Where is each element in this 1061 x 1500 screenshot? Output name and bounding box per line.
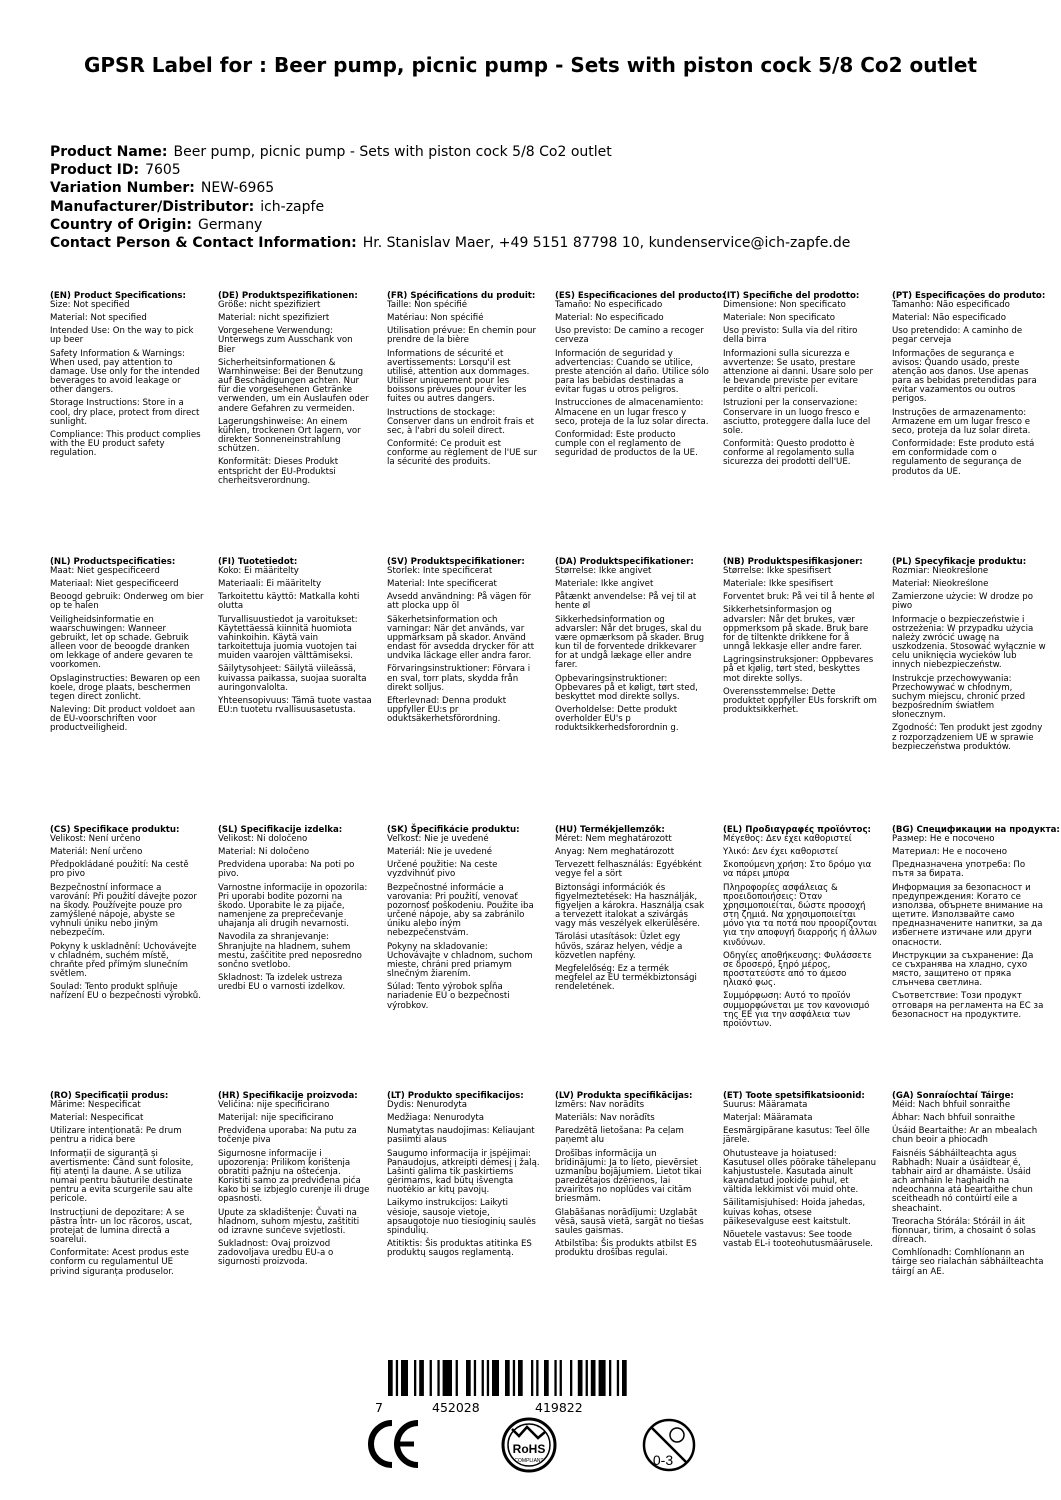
spec-paragraph: Størrelse: Ikke spesifisert (723, 566, 832, 576)
spec-paragraph: Conformidade: Este produto está em conformidade com o regulamento de segurança de produtos da UE. (892, 439, 1035, 477)
spec-paragraph: Mărime: Nespecificat (50, 1100, 141, 1110)
spec-paragraph: Paredzētā lietošana: Pa ceļam paņemt alu (555, 1126, 684, 1146)
info-value: NEW-6965 (200, 180, 275, 197)
spec-paragraph: Zamierzone użycie: W drodze po piwo (892, 592, 1034, 612)
spec-heading: (ET) Toote spetsifikatsioonid: (723, 1091, 865, 1101)
spec-heading: (NL) Productspecificaties: (50, 557, 176, 567)
spec-heading: (SV) Produktspecifikationer: (387, 557, 525, 567)
info-value: Hr. Stanislav Maer, +49 5151 87798 10, kundenservice@ich-zapfe.de (362, 235, 851, 252)
barcode-bar (544, 1360, 549, 1396)
spec-paragraph: Forventet bruk: På vei til å hente øl (723, 592, 875, 603)
barcode-bar (492, 1360, 499, 1396)
spec-paragraph: Drošības informācija un brīdinājumi: Ja to lieto, pievērsiet uzmanību bojājumiem. Lietot tikai paredzētajos dzērienos, lai izvairītos no noplūdes vai citām briesmām. (555, 1148, 702, 1205)
spec-paragraph: Informații de siguranță și avertismente: Când sunt folosite, fiți atenți la daune. A se utiliza numai pentru băuturile destinate pentru a evita scurgerile sau alte pericole. (50, 1148, 194, 1205)
spec-paragraph: Atitiktis: Šis produktas atitinka ES produktų saugos reglamentą. (387, 1239, 532, 1259)
spec-paragraph: Tárolási utasítások: Üzlet egy hűvös, száraz helyen, védje a közvetlen napfény. (555, 932, 683, 961)
spec-paragraph: Instruções de armazenamento: Armazene em um lugar fresco e seco, proteja da luz solar direta. (892, 407, 1031, 436)
spec-paragraph: Eesmärgipärane kasutus: Teel õlle järele. (723, 1126, 870, 1146)
spec-paragraph: Μέγεθος: Δεν έχει καθοριστεί (723, 834, 852, 844)
spec-paragraph: Materijal: nije specificirano (218, 1113, 334, 1124)
info-value: 7605 (145, 162, 181, 179)
spec-heading: (ES) Especificaciones del producto: (555, 291, 726, 301)
spec-heading: (PL) Specyfikacje produktu: (892, 557, 1027, 567)
spec-paragraph: Atbilstība: Šis produkts atbilst ES produktu drošības regulai. (555, 1239, 697, 1259)
rohs-sub-label: COMPLIANT (514, 1458, 544, 1464)
barcode-bar (401, 1360, 408, 1396)
info-row (50, 234, 1010, 252)
barcode-bar (554, 1360, 556, 1396)
spec-block-nl (50, 558, 208, 738)
spec-heading: (RO) Specificații produs: (50, 1091, 169, 1101)
spec-paragraph: Istruzioni per la conservazione: Conservare in un luogo fresco e asciutto, proteggere dalla luce del sole. (723, 398, 871, 436)
barcode-bar (609, 1360, 611, 1396)
spec-paragraph: Comhlíonadh: Comhlíonann an táirge seo rialachán sábháilteachta táirgí an AE. (892, 1248, 1044, 1277)
rohs-compliant-icon (503, 1419, 555, 1471)
spec-paragraph: Sikkerhedsinformation og advarsler: Når det bruges, skal du være opmærksom på skader. Brug kun til de forventede drikkevarer for at undgå lækage eller andre farer. (555, 614, 705, 671)
spec-block-pl (892, 558, 1050, 756)
age-label: 0-3 (652, 1452, 674, 1468)
spec-block-sk (387, 826, 545, 1015)
spec-paragraph: Safety Information & Warnings: When used, pay attention to damage. Use only for the intended beverages to avoid leakage or other dangers. (50, 348, 200, 396)
info-value: Germany (198, 216, 263, 233)
barcode-bar (536, 1360, 538, 1396)
spec-paragraph: Förvaringsinstruktioner: Förvara i en sval, torr plats, skydda från direkt solljus. (387, 664, 531, 693)
barcode-bar (414, 1360, 416, 1396)
spec-heading: (NB) Produktspesifikasjoner: (723, 557, 863, 567)
spec-paragraph: Maat: Niet gespecificeerd (50, 566, 160, 576)
spec-paragraph: Velikost: Ni določeno (218, 834, 308, 844)
spec-paragraph: Pokyny k uskladnění: Uchovávejte v chladném, suchém místě, chraňte před přímým slunečním světlem. (50, 941, 197, 980)
spec-paragraph: Informações de segurança e avisos: Quando usado, preste atenção aos danos. Use apenas para as bebidas pretendidas para evitar vazamentos ou outros perigos. (892, 348, 1037, 405)
spec-paragraph: Určené použitie: Na ceste vyzdvihnúť pivo (387, 860, 498, 880)
spec-heading: (SL) Specifikacije izdelka: (218, 825, 343, 835)
barcode-bar (586, 1360, 588, 1396)
spec-paragraph: Συμμόρφωση: Αυτό το προϊόν συμμορφώνεται με τον κανονισμό της ΕΕ για την ασφάλεια των προϊόντων. (723, 991, 870, 1029)
spec-paragraph: Material: Ni določeno (218, 847, 310, 858)
spec-paragraph: Tarkoitettu käyttö: Matkalla kohti olutta (218, 592, 360, 612)
spec-paragraph: Veľkosť: Nie je uvedené (387, 834, 489, 844)
spec-block-nb (723, 558, 881, 719)
barcode-bar (430, 1360, 432, 1396)
spec-paragraph: Suurus: Määramata (723, 1100, 808, 1110)
spec-paragraph: Informations de sécurité et avertissements: Lorsqu'il est utilisé, attention aux dommages. Utiliser uniquement pour les boissons prévues pour éviter les fuites ou autres dangers. (387, 348, 530, 405)
ce-mark-icon (371, 1423, 418, 1465)
spec-heading: (CS) Specifikace produktu: (50, 825, 180, 835)
spec-paragraph: Size: Not specified (50, 300, 130, 310)
spec-paragraph: Sigurnosne informacije i upozorenja: Prilikom korištenja obratiti pažnju na oštećenja. Koristiti samo za predviđena pića kako bi se izbjeglo curenje ili druge opasnosti. (218, 1148, 370, 1205)
spec-heading: (IT) Specifiche del prodotto: (723, 291, 860, 301)
spec-paragraph: Material: nicht spezifiziert (218, 313, 330, 324)
spec-paragraph: Biztonsági információk és figyelmeztetések: Ha használják, figyeljen a károkra. Használja csak a tervezett italokat a szivárgás vagy más veszélyek elkerülésére. (555, 882, 705, 930)
barcode-bar (518, 1360, 523, 1396)
spec-paragraph: Storage Instructions: Store in a cool, dry place, protect from direct sunlight. (50, 398, 200, 427)
info-label: Country of Origin: (50, 216, 192, 233)
spec-heading: (FI) Tuotetiedot: (218, 557, 298, 567)
spec-paragraph: Materiale: Ikke spesifisert (723, 579, 834, 590)
spec-paragraph: Velikost: Není určeno (50, 834, 141, 844)
spec-heading: (EN) Product Specifications: (50, 291, 186, 301)
spec-paragraph: Material: Not specified (50, 313, 147, 324)
spec-paragraph: Varnostne informacije in opozorila: Pri uporabi bodite pozorni na škodo. Uporabite le za pijače, namenjene za preprečevanje uhajanja ali drugih nevarnosti. (218, 882, 368, 930)
spec-paragraph: Uso pretendido: A caminho de pegar cerveja (892, 326, 1023, 346)
spec-block-it (723, 292, 881, 472)
spec-heading: (DA) Produktspecifikationer: (555, 557, 694, 567)
barcode-bar (591, 1360, 596, 1396)
barcode-bar (474, 1360, 476, 1396)
spec-heading: (DE) Produktspezifikationen: (218, 291, 358, 301)
spec-paragraph: Nõuetele vastavus: See toode vastab EL-i tooteohutusmäärusele. (723, 1229, 873, 1250)
spec-paragraph: Treoracha Stórála: Stóráil in áit fionnuar, tirim, a chosaint ó solas díreach. (892, 1216, 1036, 1246)
spec-paragraph: Saugumo informacija ir įspėjimai: Panaudojus, atkreipti dėmesį į žalą. Lašinti galima tik paskirtiems gėrimams, kad būtų išvengta nuotėkio ar kitų pavojų. (387, 1148, 540, 1196)
info-value: ich-zapfe (260, 198, 325, 215)
info-row (50, 161, 1010, 179)
spec-paragraph: Conformità: Questo prodotto è conforme al regolamento sulla sicurezza dei prodotti dell'UE. (723, 439, 855, 468)
spec-block-sv (387, 558, 545, 728)
spec-paragraph: Dydis: Nenurodyta (387, 1100, 468, 1110)
spec-block-da (555, 558, 713, 738)
spec-paragraph: Utilisation prévue: En chemin pour prendre de la bière (387, 326, 536, 346)
spec-paragraph: Sikkerhetsinformasjon og advarsler: Når det brukes, vær oppmerksom på skade. Bruk bare for de tiltenkte drikkene for å unngå lekkasje eller andre farer. (723, 605, 869, 653)
spec-paragraph: Uso previsto: De camino a recoger cerveza (555, 326, 704, 346)
spec-block-hu (555, 826, 713, 996)
spec-heading: (SK) Špecifikácie produktu: (387, 825, 520, 835)
spec-paragraph: Intended Use: On the way to pick up beer (50, 326, 194, 346)
spec-paragraph: Numatytas naudojimas: Keliaujant pasiimti alaus (387, 1126, 535, 1146)
spec-paragraph: Materiaali: Ei määritelty (218, 579, 322, 590)
spec-paragraph: Sicherheitsinformationen & Warnhinweise: Bei der Benutzung auf Beschädigungen achten. Nur für die vorgesehenen Getränke verwenden, um ein Auslaufen oder andere Gefahren zu vermeiden. (218, 357, 369, 414)
spec-paragraph: Materiaal: Niet gespecificeerd (50, 579, 179, 590)
not-for-children-0-3-icon (644, 1420, 694, 1470)
barcode-bar (419, 1360, 424, 1396)
spec-paragraph: Efterlevnad: Denna produkt uppfyller EU:s pr oduktsäkerhetsförordning. (387, 695, 507, 725)
page-title: GPSR Label for : Beer pump, picnic pump - Sets with piston cock 5/8 Co2 outlet (83, 53, 978, 77)
spec-paragraph: Materiale: Non specificato (723, 313, 836, 324)
info-row (50, 216, 1010, 234)
spec-paragraph: Materiāls: Nav norādīts (555, 1113, 655, 1124)
spec-paragraph: Soulad: Tento produkt splňuje nařízení EU o bezpečnosti výrobků. (50, 982, 201, 1002)
spec-block-el (723, 826, 881, 1033)
spec-paragraph: Skladnost: Ta izdelek ustreza uredbi EU o varnosti izdelkov. (218, 973, 346, 993)
spec-paragraph: Veličina: nije specificirano (218, 1100, 330, 1110)
spec-paragraph: Предназначена употреба: По пътя за бирата. (892, 860, 1026, 880)
spec-paragraph: Laikymo instrukcijos: Laikyti vėsioje, sausoje vietoje, apsaugotoje nuo tiesioginių saulės spindulių. (387, 1198, 536, 1236)
spec-paragraph: Instrucciones de almacenamiento: Almacene en un lugar fresco y seco, proteja de la luz solar directa. (555, 398, 709, 427)
spec-paragraph: Tamanho: Não especificado (892, 300, 1010, 310)
spec-paragraph: Conformité: Ce produit est conforme au règlement de l'UE sur la sécurité des produits. (387, 439, 538, 468)
spec-paragraph: Material: Nespecificat (50, 1113, 144, 1124)
spec-paragraph: Lagerungshinweise: An einem kühlen, trockenen Ort lagern, vor direkter Sonneneinstrahlung schützen. (218, 416, 361, 455)
barcode-bar (456, 1360, 458, 1396)
spec-heading: (HU) Termékjellemzők: (555, 825, 665, 835)
spec-heading: (LT) Produkto specifikacijos: (387, 1091, 524, 1101)
spec-block-hr (218, 1092, 376, 1272)
spec-paragraph: Bezpečnostní informace a varování: Při použití dávejte pozor na škody. Používejte pouze pro zamýšlené nápoje, abyste se vyhnuli úniku nebo jiným nebezpečím. (50, 882, 197, 939)
barcode-bar (622, 1360, 627, 1396)
spec-paragraph: Materjal: Määramata (723, 1113, 813, 1124)
spec-block-ro (50, 1092, 208, 1281)
spec-paragraph: Zgodność: Ten produkt jest zgodny z rozporządzeniem UE w sprawie bezpieczeństwa produktów. (892, 723, 1043, 752)
barcode-bar (570, 1360, 572, 1396)
spec-paragraph: Storlek: Inte specificerat (387, 566, 493, 576)
spec-paragraph: Taille: Non spécifié (387, 300, 468, 310)
spec-paragraph: Påtænkt anvendelse: På vej til at hente øl (555, 592, 697, 612)
spec-paragraph: Material: Não especificado (892, 313, 1006, 324)
spec-paragraph: Instrucțiuni de depozitare: A se păstra într- un loc răcoros, uscat, protejat de lumina directă a soarelui. (50, 1207, 193, 1246)
spec-paragraph: Säkerhetsinformation och varningar: När det används, var uppmärksam på skador. Använd endast för avsedda drycker för att undvika läckage eller andra faror. (387, 614, 535, 662)
spec-paragraph: Materiál: Nie je uvedené (387, 847, 493, 858)
spec-paragraph: Materiał: Nieokreślone (892, 579, 989, 590)
spec-paragraph: Izmērs: Nav norādīts (555, 1100, 645, 1110)
barcode-right-digits: 419822 (535, 1400, 583, 1415)
spec-heading: (FR) Spécifications du produit: (387, 291, 536, 301)
spec-paragraph: Méid: Nach bhfuil sonraithe (892, 1100, 1011, 1110)
spec-paragraph: Faisnéis Sábháilteachta agus Rabhadh: Nuair a úsáidtear é, tabhair aird ar dhamáiste. Úsáid ach amháin le haghaidh na ndeochanna atá beartaithe chun sceitheadh nó contúirtí eile a sheachaint. (892, 1148, 1033, 1214)
info-label: Contact Person & Contact Information: (50, 235, 357, 252)
spec-paragraph: Matériau: Non spécifié (387, 313, 484, 324)
info-value: Beer pump, picnic pump - Sets with piston cock 5/8 Co2 outlet (173, 144, 612, 160)
spec-paragraph: Compliance: This product complies with the EU product safety regulation. (50, 429, 201, 459)
spec-paragraph: Materiál: Není určeno (50, 847, 143, 858)
barcode-bar (487, 1360, 489, 1396)
barcode-bar (505, 1360, 510, 1396)
spec-heading: (GA) Sonraíochtaí Táirge: (892, 1091, 1014, 1101)
spec-paragraph: Tervezett felhasználás: Egyébként vegye fel a sört (555, 860, 702, 880)
info-row (50, 143, 1010, 161)
spec-paragraph: Размер: Не е посочено (892, 834, 995, 844)
spec-block-pt (892, 292, 1050, 481)
spec-paragraph: Koko: Ei määritelty (218, 566, 299, 576)
spec-block-bg (892, 825, 1060, 1024)
spec-block-es (555, 291, 726, 462)
spec-paragraph: Οδηγίες αποθήκευσης: Φυλάσσετε σε δροσερό, ξηρό μέρος, προστατεύστε από το άμεσο ηλιακό φως. (723, 950, 872, 989)
barcode-lead-digit: 7 (375, 1400, 383, 1415)
spec-paragraph: Předpokládané použití: Na cestě pro pivo (50, 860, 189, 880)
barcode (370, 1360, 630, 1415)
info-row (50, 198, 1010, 216)
info-row (50, 179, 1010, 197)
spec-block-fi (218, 558, 376, 719)
spec-paragraph: Υλικό: Δεν έχει καθοριστεί (723, 847, 838, 858)
spec-heading: (LV) Produkta specifikācijas: (555, 1091, 693, 1101)
spec-paragraph: Anyag: Nem meghatározott (555, 847, 675, 858)
spec-paragraph: Material: No especificado (555, 313, 664, 324)
spec-paragraph: Opbevaringsinstruktioner: Opbevares på et køligt, tørt sted, beskyttet mod direkte sollys. (555, 673, 698, 702)
info-label: Product ID: (50, 162, 140, 179)
spec-block-de (218, 292, 376, 490)
spec-paragraph: Glabāšanas norādījumi: Uzglabāt vēsā, sausā vietā, sargāt no tiešas saules gaismas. (555, 1207, 704, 1236)
barcode-left-digits: 452028 (432, 1400, 480, 1415)
spec-paragraph: Konformität: Dieses Produkt entspricht der EU-Produktsi cherheitsverordnung. (218, 457, 339, 486)
spec-paragraph: Utilizare intenționată: Pe drum pentru a ridica bere (50, 1126, 182, 1146)
spec-paragraph: Medžiaga: Nenurodyta (387, 1113, 485, 1124)
spec-paragraph: Méret: Nem meghatározott (555, 834, 672, 844)
spec-paragraph: Beoogd gebruik: Onderweg om bier op te halen (50, 592, 204, 612)
spec-paragraph: Ohutusteave ja hoiatused: Kasutusel olles pöörake tähelepanu kahjustustele. Kasutada ainult kavandatud jookide puhul, et vältida lekkimist või muid ohte. (723, 1148, 877, 1196)
spec-paragraph: Materiale: Ikke angivet (555, 579, 654, 590)
spec-paragraph: Størrelse: Ikke angivet (555, 566, 652, 576)
spec-paragraph: Navodila za shranjevanje: Shranjujte na hladnem, suhem mestu, zaščitite pred neposredno sončno svetlobo. (218, 932, 362, 970)
spec-paragraph: Instructions de stockage: Conserver dans un endroit frais et sec, à l'abri du soleil direct. (387, 407, 534, 436)
spec-block-ga (892, 1092, 1050, 1281)
spec-heading: (BG) Спецификации на продукта: (892, 825, 1060, 835)
spec-paragraph: Bezpečnostné informácie a varovania: Pri použití, venovať pozornosť poškodeniu. Použite iba určené nápoje, aby sa zabránilo úniku alebo iným nebezpečenstvám. (387, 882, 534, 939)
spec-paragraph: Megfelelőség: Ez a termék megfelel az EU termékbiztonsági rendeletének. (555, 963, 697, 993)
spec-paragraph: Opslaginstructies: Bewaren op een koele, droge plaats, beschermen tegen direct zonlicht. (50, 673, 201, 702)
spec-paragraph: Instrukcje przechowywania: Przechowywać w chłodnym, suchym miejscu, chronić przed bezpośrednim światłem słonecznym. (892, 673, 1026, 721)
spec-paragraph: Yhteensopivuus: Tämä tuote vastaa EU:n tuotetu rvallisuusasetusta. (218, 695, 372, 716)
spec-paragraph: Съответствие: Този продукт отговаря на регламента на ЕС за безопасност на продуктите. (892, 991, 1044, 1020)
spec-paragraph: Säilytysohjeet: Säilytä viileässä, kuivassa paikassa, suojaa suoralta auringonvalolta. (218, 664, 367, 693)
spec-paragraph: Uso previsto: Sulla via del ritiro della birra (723, 326, 858, 346)
spec-paragraph: Информация за безопасност и предупреждения: Когато се използва, обърнете внимание на щетите. Използвайте само предназначените напитки, за да избегнете изтичане или други опасности. (892, 882, 1044, 948)
spec-block-cs (50, 826, 208, 1006)
barcode-bar (578, 1360, 583, 1396)
barcode-bar (482, 1360, 484, 1396)
spec-paragraph: Conformitate: Acest produs este conform cu regulamentul UE privind siguranța produselor. (50, 1248, 189, 1277)
spec-paragraph: Naleving: Dit product voldoet aan de EU-voorschriften voor productveiligheid. (50, 705, 196, 734)
spec-block-fr (387, 292, 545, 472)
barcode-bar (531, 1360, 533, 1396)
spec-paragraph: Overholdelse: Dette produkt overholder EU's p roduktsikkerhedsforordnin g. (555, 705, 679, 734)
barcode-bar (599, 1360, 606, 1396)
barcode-bar (437, 1360, 439, 1396)
spec-paragraph: Vorgesehene Verwendung: Unterwegs zum Ausschank von Bier (218, 326, 353, 355)
spec-paragraph: Turvallisuustiedot ja varoitukset: Käytettäessä kiinnitä huomiota vahinkoihin. Käytä vain tarkoitettuja juomia vuotojen tai muiden vaarojen välttämiseksi. (218, 614, 358, 662)
spec-heading: (EL) Προδιαγραφές προϊόντος: (723, 825, 871, 835)
spec-paragraph: Predvidena uporaba: Na poti po pivo. (218, 860, 355, 880)
spec-paragraph: Инструкции за съхранение: Да се съхранява на хладно, сухо място, защитено от пряка слънчева светлина. (892, 950, 1034, 989)
spec-paragraph: Información de seguridad y advertencias: Cuando se utilice, preste atención al daño. Utilice sólo para las bebidas destinadas a evitar fugas u otros peligros. (555, 348, 709, 396)
spec-paragraph: Predviđena uporaba: Na putu za točenje piva (218, 1126, 357, 1146)
info-label: Manufacturer/Distributor: (50, 198, 255, 215)
spec-paragraph: Σκοπούμενη χρήση: Στο δρόμο για να πάρει μπύρα (723, 860, 872, 880)
spec-paragraph: Lagringsinstruksjoner: Oppbevares på et kjølig, tørt sted, beskyttes mot direkte sollys. (723, 655, 874, 684)
barcode-bar (560, 1360, 562, 1396)
barcode-bar (466, 1360, 471, 1396)
barcode-bar (617, 1360, 619, 1396)
spec-block-sl (218, 826, 376, 996)
spec-paragraph: Größe: nicht spezifiziert (218, 300, 321, 310)
spec-paragraph: Informacje o bezpieczeństwie i ostrzeżenia: W przypadku użycia należy zwrócić uwagę na uszkodzenia. Stosować wyłącznie w celu uniknięcia wycieków lub innych niebezpieczeństw. (892, 614, 1046, 671)
rohs-label: RoHS (512, 1442, 546, 1456)
barcode-bar (513, 1360, 515, 1396)
spec-heading: (HR) Specifikacije proizvoda: (218, 1091, 358, 1101)
certification-marks (0, 1415, 1061, 1475)
spec-paragraph: Material: Inte specificerat (387, 579, 497, 590)
spec-paragraph: Informazioni sulla sicurezza e avvertenze: Se usato, prestare attenzione ai danni. Usare solo per le bevande previste per evitare perdite o altri pericoli. (723, 348, 873, 396)
spec-paragraph: Conformidad: Este producto cumple con el reglamento de seguridad de productos de la UE. (555, 429, 698, 459)
spec-paragraph: Súlad: Tento výrobok spĺňa nariadenie EÚ o bezpečnosti výrobkov. (387, 982, 510, 1011)
spec-paragraph: Veiligheidsinformatie en waarschuwingen: Wanneer gebruikt, let op schade. Gebruik alleen voor de beoogde dranken om lekkage of andere gevaren te voorkomen. (50, 614, 193, 671)
spec-paragraph: Úsáid Beartaithe: Ar an mbealach chun beoir a phiocadh (892, 1126, 1038, 1146)
barcode-bar (388, 1360, 393, 1396)
spec-heading: (PT) Especificações do produto: (892, 291, 1046, 301)
info-label: Product Name: (50, 144, 168, 160)
spec-block-lt (387, 1092, 545, 1262)
spec-paragraph: Dimensione: Non specificato (723, 300, 846, 310)
spec-paragraph: Tamaño: No especificado (555, 300, 663, 310)
spec-paragraph: Sukladnost: Ovaj proizvod zadovoljava uredbu EU-a o sigurnosti proizvoda. (218, 1239, 334, 1268)
spec-paragraph: Ábhar: Nach bhfuil sonraithe (892, 1113, 1016, 1124)
spec-block-et (723, 1092, 881, 1253)
spec-paragraph: Rozmiar: Nieokreślone (892, 566, 989, 576)
barcode-bar (443, 1360, 452, 1396)
spec-paragraph: Overensstemmelse: Dette produktet oppfyller EUs forskrift om produktsikkerhet. (723, 686, 877, 716)
spec-paragraph: Säilitamisjuhised: Hoida jahedas, kuivas kohas, otsese päikesevalguse eest kaitstult. (723, 1198, 866, 1227)
barcode-bars (388, 1360, 628, 1400)
spec-paragraph: Материал: Не е посочено (892, 847, 1008, 858)
spec-paragraph: Pokyny na skladovanie: Uchovávajte v chladnom, suchom mieste, chráni pred priamym slnečným žiarením. (387, 941, 533, 980)
spec-paragraph: Upute za skladištenje: Čuvati na hladnom, suhom mjestu, zaštititi od izravne sunčeve svjetlosti. (218, 1207, 360, 1236)
barcode-bar (396, 1360, 398, 1396)
spec-block-en (50, 292, 208, 462)
spec-paragraph: Avsedd användning: På vägen för att plocka upp öl (387, 592, 532, 612)
info-label: Variation Number: (50, 180, 195, 197)
spec-paragraph: Πληροφορίες ασφάλειας & προειδοποιήσεις: Όταν χρησιμοποιείται, δώστε προσοχή στη ζημιά. Να χρησιμοποιείται μόνο για τα ποτά που προορίζονται για την αποφυγή διαρροής ή άλλων κινδύνων. (723, 882, 877, 948)
product-info (50, 143, 1010, 252)
spec-block-lv (555, 1092, 713, 1262)
